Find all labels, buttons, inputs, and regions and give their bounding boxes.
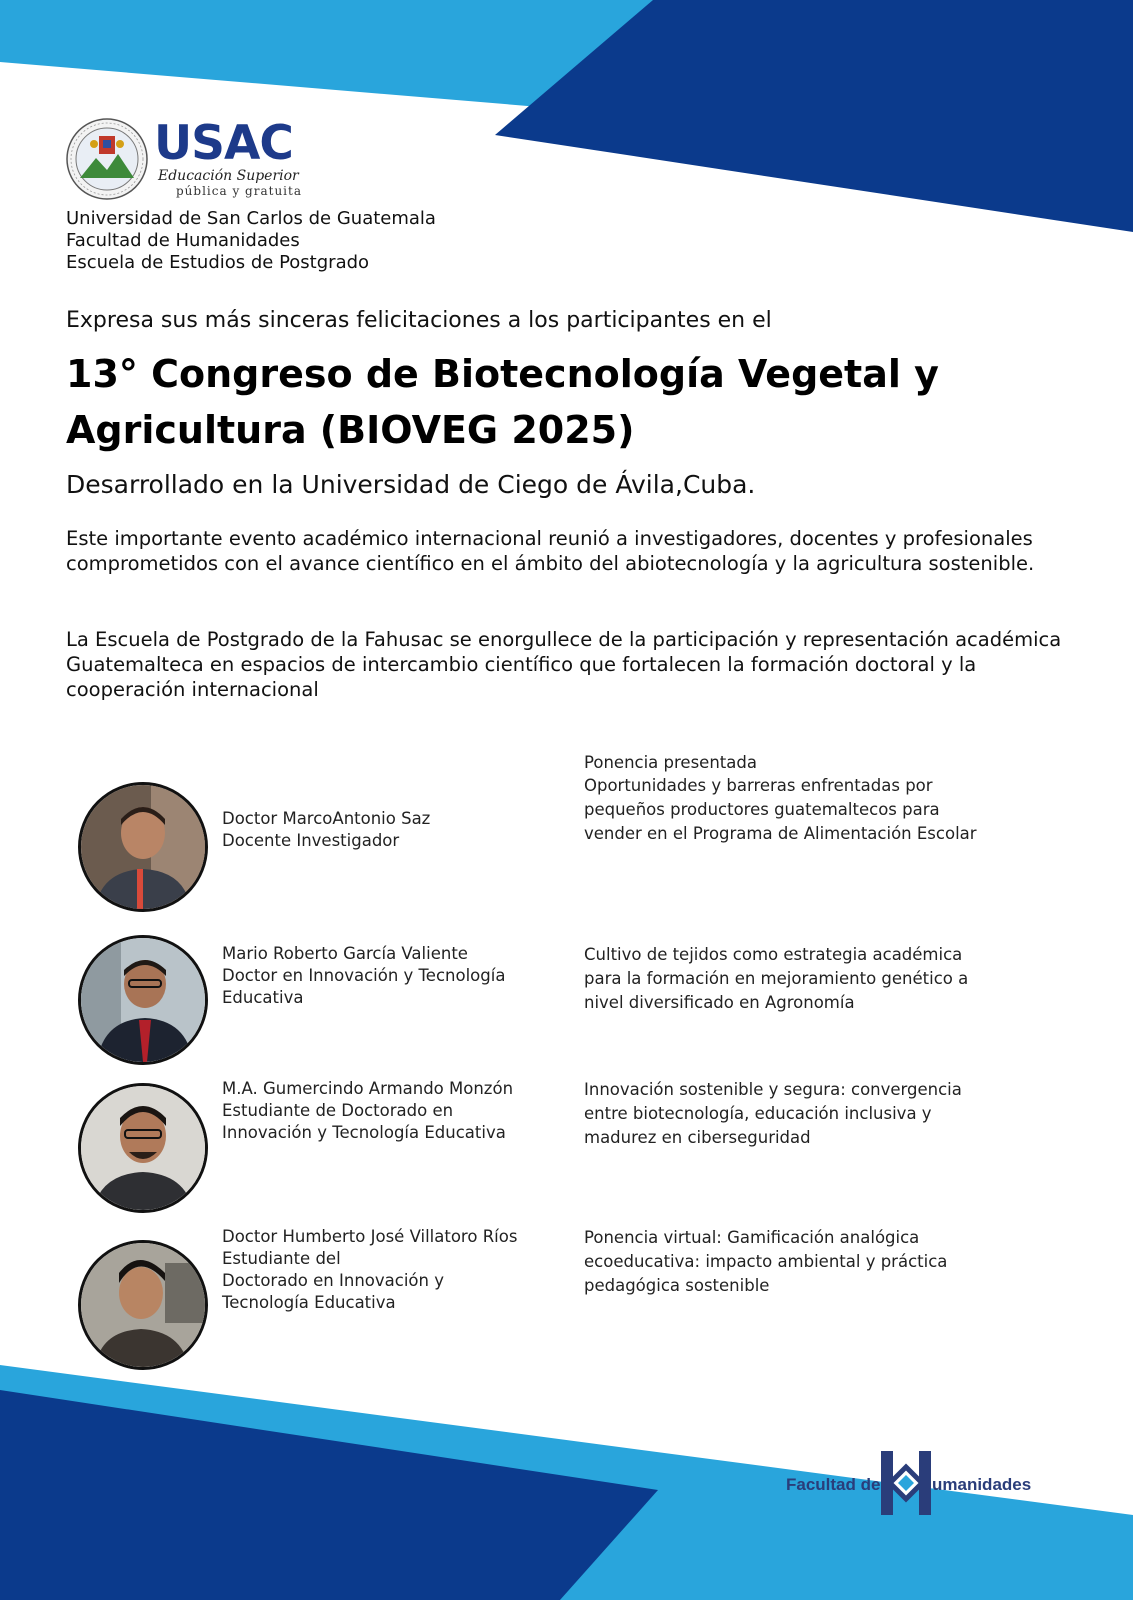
talk-line: vender en el Programa de Alimentación Escolar <box>584 824 977 843</box>
participant-role: Estudiante del <box>222 1249 341 1268</box>
participant-name: Doctor MarcoAntonio Saz <box>222 809 431 828</box>
usac-tagline-1: Educación Superior <box>158 168 299 184</box>
participant-name: M.A. Gumercindo Armando Monzón <box>222 1079 514 1098</box>
paragraph-event: Este importante evento académico internacional reunió a investigadores, docentes y profesionales comprometidos con el avance científico en el ámbito del abiotecnología y la agricultura sostenible. <box>66 527 1035 575</box>
avatar <box>78 935 208 1065</box>
talk-title <box>584 1226 1054 1298</box>
talk-line: pequeños productores guatemaltecos para <box>584 800 940 819</box>
participant-role: Innovación y Tecnología Educativa <box>222 1123 506 1142</box>
faculty-logo-text-left: Facultad de <box>786 1475 881 1494</box>
institution-school: Escuela de Estudios de Postgrado <box>66 252 370 273</box>
paragraph-school: La Escuela de Postgrado de la Fahusac se enorgullece de la participación y representación académica Guatemalteca en espacios de intercambio científico que fortalecen la formación doctoral y la cooperación internacional <box>66 628 1062 701</box>
institution-faculty: Facultad de Humanidades <box>66 230 300 251</box>
talk-line: Ponencia virtual: Gamificación analógica <box>584 1228 920 1247</box>
person-photo-icon <box>81 938 205 1062</box>
usac-logo <box>66 118 436 200</box>
institution-lines <box>66 208 436 274</box>
participant-name: Mario Roberto García Valiente <box>222 944 468 963</box>
talk-line: para la formación en mejoramiento genético a <box>584 969 969 988</box>
participant-role: Tecnología Educativa <box>222 1293 396 1312</box>
talk-line: madurez en ciberseguridad <box>584 1128 811 1147</box>
person-photo-icon <box>81 785 205 909</box>
university-seal-icon <box>66 118 148 200</box>
participant-info <box>222 1078 562 1144</box>
usac-tagline-2: pública y gratuita <box>176 184 302 198</box>
talk-line: entre biotecnología, educación inclusiva y <box>584 1104 932 1123</box>
participant-role: Estudiante de Doctorado en <box>222 1101 454 1120</box>
avatar <box>78 782 208 912</box>
talk-line: pedagógica sostenible <box>584 1276 770 1295</box>
faculty-logo <box>786 1451 1046 1517</box>
avatar <box>78 1240 208 1370</box>
talk-line: nivel diversificado en Agronomía <box>584 993 855 1012</box>
event-title: 13° Congreso de Biotecnología Vegetal y Agricultura (BIOVEG 2025) <box>66 352 939 452</box>
participant-info <box>222 808 562 852</box>
institution-university: Universidad de San Carlos de Guatemala <box>66 208 436 229</box>
talk-line: Innovación sostenible y segura: convergencia <box>584 1080 962 1099</box>
event-location: Desarrollado en la Universidad de Ciego de Ávila,Cuba. <box>66 470 756 499</box>
participant-row <box>78 1079 1078 1217</box>
talk-line: Cultivo de tejidos como estrategia académica <box>584 945 963 964</box>
participant-name: Doctor Humberto José Villatoro Ríos <box>222 1227 518 1246</box>
usac-title: USAC <box>154 116 293 171</box>
person-photo-icon <box>81 1086 205 1210</box>
talks-heading: Ponencia presentada <box>584 753 757 772</box>
participant-role: Doctorado en Innovación y <box>222 1271 444 1290</box>
faculty-logo-text-right: umanidades <box>932 1475 1032 1494</box>
participant-row <box>78 776 1078 916</box>
intro-text: Expresa sus más sinceras felicitaciones a los participantes en el <box>66 308 772 333</box>
talk-line: ecoeducativa: impacto ambiental y práctica <box>584 1252 948 1271</box>
participant-role: Doctor en Innovación y Tecnología <box>222 966 506 985</box>
faculty-h-mark-icon <box>881 1451 931 1515</box>
participant-role: Educativa <box>222 988 304 1007</box>
participant-row <box>78 1227 1078 1374</box>
header <box>66 118 436 274</box>
avatar <box>78 1083 208 1213</box>
person-photo-icon <box>81 1243 205 1367</box>
usac-wordmark <box>154 116 302 198</box>
talk-line: Oportunidades y barreras enfrentadas por <box>584 776 933 795</box>
participant-info <box>222 1226 562 1314</box>
talk-title <box>584 1078 1054 1150</box>
talk-title <box>584 774 1054 846</box>
talk-title <box>584 943 1054 1015</box>
participant-row <box>78 935 1078 1069</box>
participant-info <box>222 943 562 1009</box>
participant-role: Docente Investigador <box>222 831 400 850</box>
